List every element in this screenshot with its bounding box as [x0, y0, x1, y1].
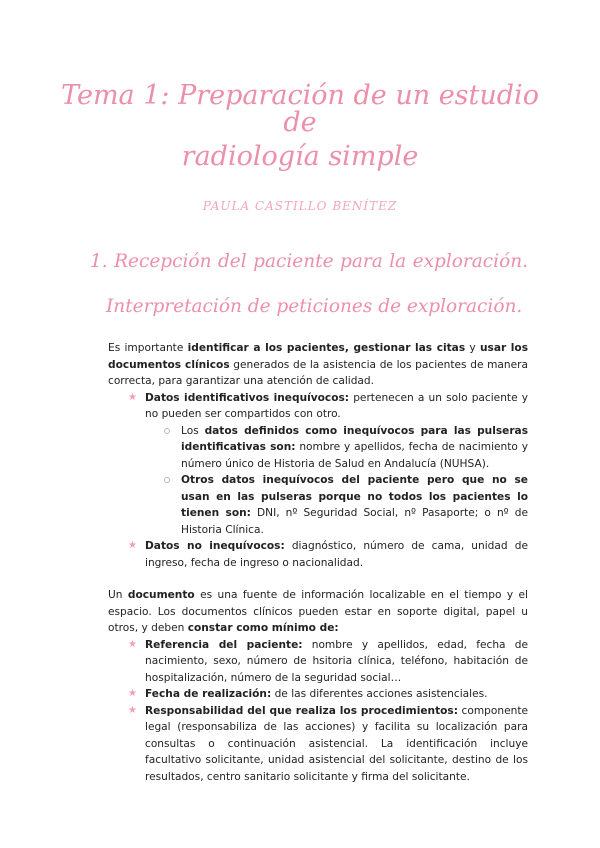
section-heading-line-2: Interpretación de peticiones de exploración. — [106, 296, 523, 317]
intro-text-2: y — [465, 342, 480, 354]
list-item-text: de las diferentes acciones asistenciales. — [271, 688, 488, 700]
doc-bold-2: constar como mínimo de: — [187, 622, 339, 634]
intro-bold-2: usar los documentos clínicos — [108, 342, 528, 371]
star-icon: ★ — [128, 638, 137, 650]
list-item-text: pertenecen a un solo paciente y no pueden ser compartidos con otro. — [145, 391, 529, 420]
section-heading-line-1: 1. Recepción del paciente para la exploración. — [90, 251, 528, 272]
sub-list — [145, 423, 528, 539]
list-item — [108, 538, 528, 571]
star-icon: ★ — [128, 391, 137, 403]
document-contents-list — [108, 637, 528, 786]
list-item — [108, 637, 528, 687]
document-title-line-1: Tema 1: Preparación de un estudio de — [61, 80, 539, 138]
list-item — [108, 686, 528, 703]
doc-bold-1: documento — [127, 589, 195, 601]
doc-text-1: Un — [108, 589, 128, 601]
list-item-text: nombre y apellidos, edad, fecha de nacimiento, sexo, número de hsitoria clínica, teléfono, habitación de hospitalización, número de la seguridad social… — [145, 638, 529, 684]
intro-text-3: generados de la asistencia de los pacientes de manera correcta, para garantizar una atención de calidad. — [108, 358, 528, 387]
list-item — [108, 390, 528, 539]
sub-list-item — [145, 472, 528, 538]
sub-item-bold: Otros datos inequívocos del paciente pero que no se usan en las pulseras porque no todos los pacientes lo tienen son: — [181, 474, 528, 519]
intro-paragraph — [108, 340, 528, 390]
document-body — [108, 340, 528, 785]
document-paragraph — [108, 587, 528, 637]
list-item-text: componente legal (responsabiliza de las acciones) y facilita su localización para consultas o continuación asistencial. La identificación incluye facultativo solicitante, unidad asistencial del solicitante, destino de los resultados, centro sanitario solicitante y firma del solicitante. — [145, 704, 528, 783]
sub-item-text-2: DNI, nº Seguridad Social, nº Pasaporte; o nº de Historia Clínica. — [181, 507, 528, 536]
document-title-line-2: radiología simple — [181, 141, 419, 172]
list-item-bold: Datos no inequívocos: — [145, 540, 285, 552]
list-item — [108, 703, 528, 786]
list-item-bold: Referencia del paciente: — [145, 638, 303, 651]
intro-text-1: Es importante — [108, 342, 188, 354]
author-name: PAULA CASTILLO BENÍTEZ — [202, 199, 398, 213]
list-item-bold: Fecha de realización: — [145, 688, 272, 700]
doc-text-2: es una fuente de información localizable en el tiempo y el espacio. Los documentos clínicos pueden estar en soporte digital, papel u otros, y deben — [108, 589, 528, 634]
star-icon: ★ — [128, 704, 137, 716]
star-icon: ★ — [128, 688, 137, 699]
sub-list-item — [145, 423, 528, 473]
circle-icon — [164, 477, 170, 483]
list-item-bold: Datos identificativos inequívocos: — [145, 391, 350, 404]
sub-item-text-1: Los — [181, 424, 205, 437]
intro-bold-1: identificar a los pacientes, gestionar las citas — [187, 342, 466, 354]
sub-item-bold: datos definidos como inequívocos para las pulseras identificativas son: — [181, 424, 528, 453]
sub-item-text-2: nombre y apellidos, fecha de nacimiento y número único de Historia de Salud en Andalucía (NUHSA). — [181, 441, 528, 470]
circle-icon — [164, 428, 170, 434]
list-item-bold: Responsabilidad del que realiza los procedimientos: — [145, 704, 458, 717]
star-icon: ★ — [128, 540, 137, 551]
list-item-text: diagnóstico, número de cama, unidad de ingreso, fecha de ingreso o nacionalidad. — [145, 540, 528, 569]
identifiers-list — [108, 390, 528, 572]
